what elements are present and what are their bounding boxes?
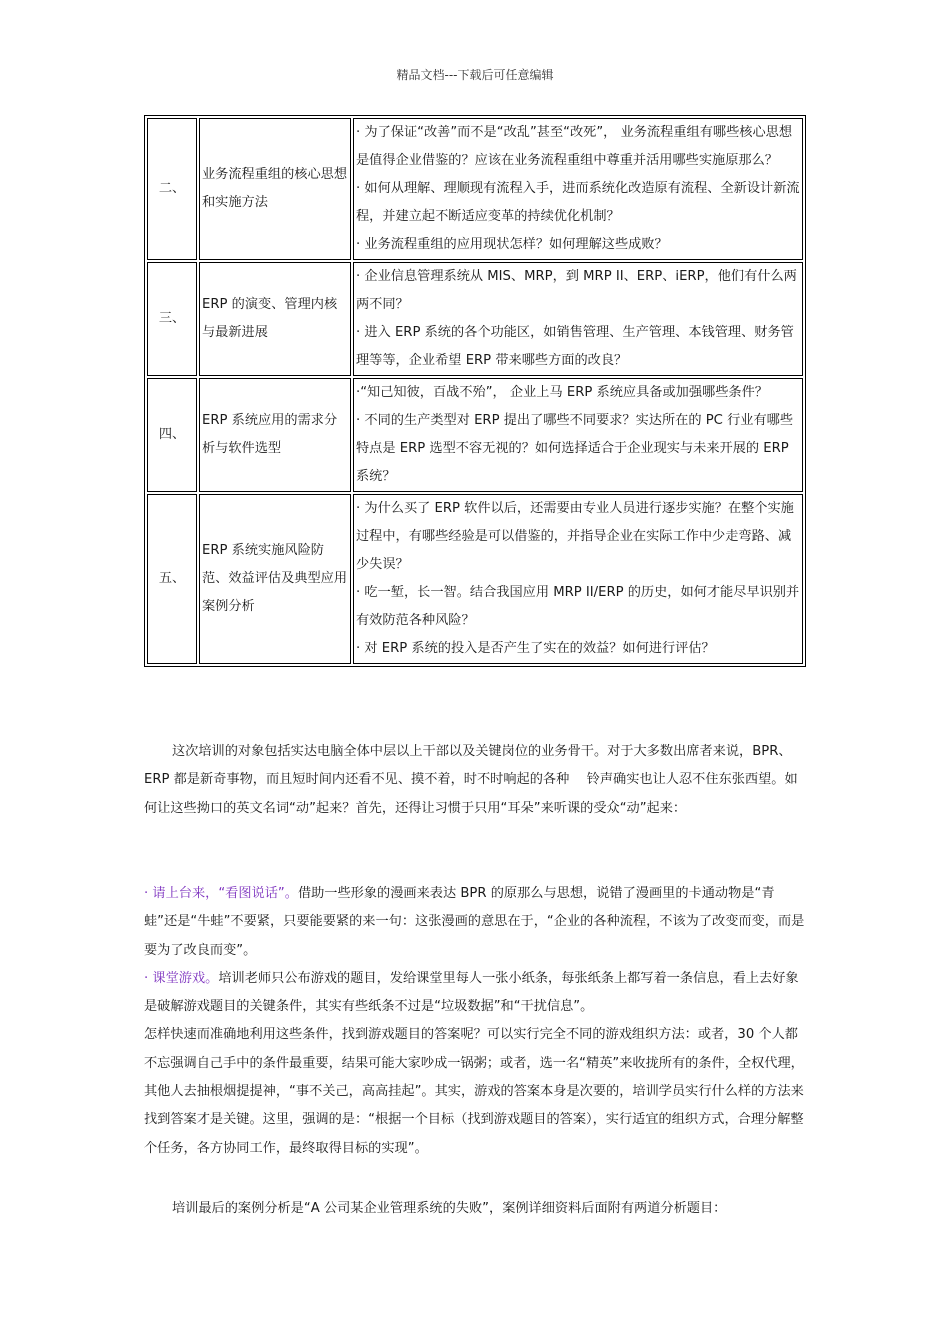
row-questions [353,262,803,376]
question-item: · 企业信息管理系统从 MIS、MRP，到 MRP II、ERP、iERP，他们有什么两两不同？ [356,269,797,312]
activity-item-class-game [144,965,806,1022]
activity-list [144,880,806,1163]
row-number: 二、 [147,118,197,260]
row-number: 三、 [147,262,197,376]
activity-item-picture-talk [144,880,806,965]
course-table-body [147,118,803,664]
question-item: · 进入 ERP 系统的各个功能区，如销售管理、生产管理、本钱管理、财务管理等等，企业希望 ERP 带来哪些方面的改良？ [356,325,794,368]
question-item: · 吃一堑，长一智。结合我国应用 MRP II/ERP 的历史，如何才能尽早识别并有效防范各种风险？ [356,585,800,628]
question-item: · 为什么买了 ERP 软件以后，还需要由专业人员进行逐步实施？在整个实施过程中，有哪些经验是可以借鉴的，并指导企业在实际工作中少走弯路、减少失误？ [356,501,794,572]
course-table [144,115,806,667]
row-topic: ERP 系统实施风险防范、效益评估及典型应用案例分析 [199,494,351,664]
table-row [147,262,803,376]
activity-label-class-game: · 课堂游戏。 [144,970,219,986]
page-header: 精品文档---下载后可任意编辑 [396,68,554,82]
row-topic: ERP 系统应用的需求分析与软件选型 [199,378,351,492]
question-item: · 对 ERP 系统的投入是否产生了实在的效益？如何进行评估？ [356,641,715,656]
intro-paragraph: 这次培训的对象包括实达电脑全体中层以上干部以及关键岗位的业务骨干。对于大多数出席者来说，BPR、ERP 都是新奇事物，而且短时间内还看不见、摸不着，时不时响起的各种 铃声确实也让人忍不住东张西望。如何让这些拗口的英文名词“动”起来？首先，还得让习惯于只用“耳朵”来听课的受众“动”起来： [144,744,798,816]
table-row [147,494,803,664]
case-analysis-paragraph: 培训最后的案例分析是“A 公司某企业管理系统的失败”，案例详细资料后面附有两道分析题目： [172,1201,727,1216]
question-item: · 业务流程重组的应用现状怎样？如何理解这些成败？ [356,237,668,252]
activity-text-class-game: 培训老师只公布游戏的题目，发给课堂里每人一张小纸条，每张纸条上都写着一条信息，看上去好象是破解游戏题目的关键条件，其实有些纸条不过是“垃圾数据”和“干扰信息”。 [144,970,799,1015]
question-item: ·“知己知彼，百战不殆”， 企业上马 ERP 系统应具备或加强哪些条件？ [356,385,768,400]
row-topic: 业务流程重组的核心思想和实施方法 [199,118,351,260]
case-analysis-section [144,1195,806,1223]
body-text-section [144,738,806,823]
activity-text-picture-talk: 借助一些形象的漫画来表达 BPR 的原那么与思想，说错了漫画里的卡通动物是“青蛙”还是“牛蛙”不要紧，只要能要紧的来一句：这张漫画的意思在于，“企业的各种流程，不该为了改变而变，而是要为了改良而变”。 [144,886,805,958]
table-row [147,118,803,260]
table-row [147,378,803,492]
row-topic: ERP 的演变、管理内核与最新进展 [199,262,351,376]
activity-label-picture-talk: · 请上台来，“看图说话”。 [144,886,298,901]
row-questions [353,118,803,260]
question-item: · 如何从理解、理顺现有流程入手，进而系统化改造原有流程、全新设计新流程，并建立起不断适应变革的持续优化机制？ [356,181,800,224]
question-item: · 不同的生产类型对 ERP 提出了哪些不同要求？实达所在的 PC 行业有哪些特点是 ERP 选型不容无视的？如何选择适合于企业现实与未来开展的 ERP 系统？ [356,413,794,484]
row-number: 五、 [147,494,197,664]
game-method-paragraph: 怎样快速而准确地利用这些条件，找到游戏题目的答案呢？可以实行完全不同的游戏组织方法：或者，30 个人都不忘强调自己手中的条件最重要，结果可能大家吵成一锅粥；或者，选一名“精英”来收拢所有的条件，全权代理，其他人去抽根烟提提神，“事不关己，高高挂起”。其实，游戏的答案本身是次要的，培训学员实行什么样的方法来找到答案才是关键。这里，强调的是：“根据一个目标（找到游戏题目的答案），实行适宜的组织方式，合理分解整个任务，各方协同工作，最终取得目标的实现”。 [144,1027,804,1156]
row-number: 四、 [147,378,197,492]
question-item: · 为了保证“改善”而不是“改乱”甚至“改死”， 业务流程重组有哪些核心思想是值得企业借鉴的？应该在业务流程重组中尊重并活用哪些实施原那么？ [356,125,793,168]
row-questions [353,378,803,492]
row-questions [353,494,803,664]
